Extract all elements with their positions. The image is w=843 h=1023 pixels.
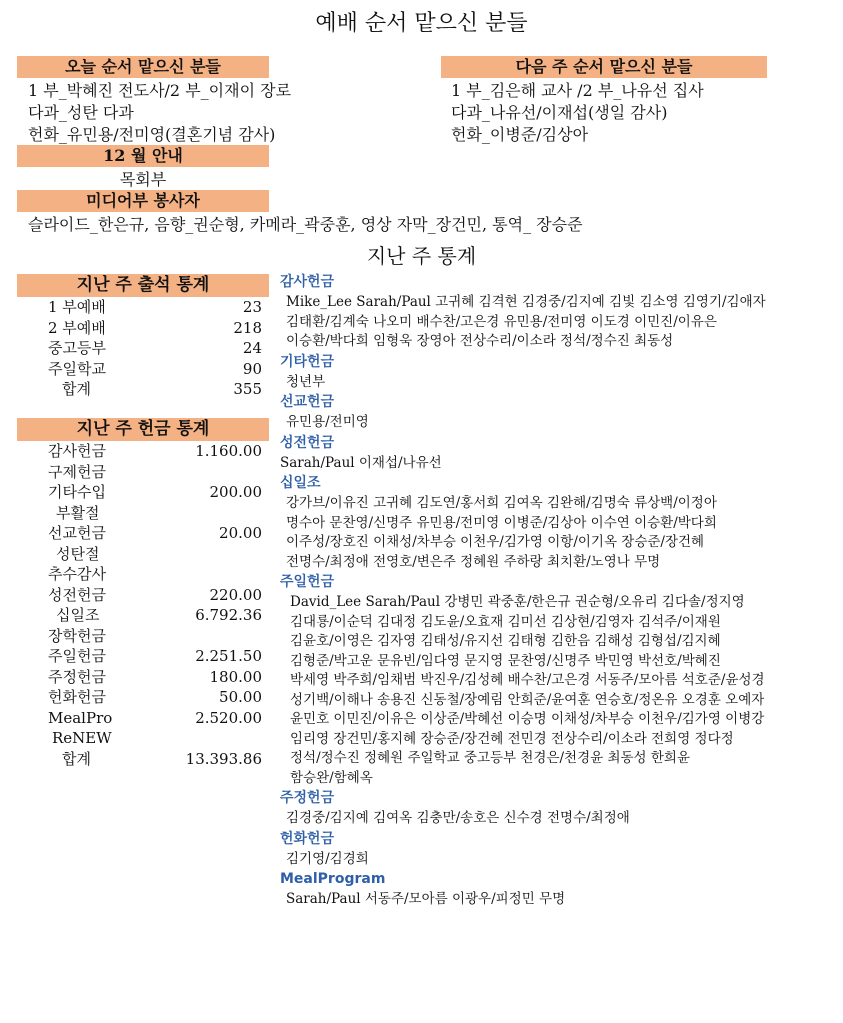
attendance-table bbox=[48, 297, 262, 400]
offering-stats-header: 지난 주 헌금 통계 bbox=[17, 418, 269, 441]
offering-heading: 주정헌금 bbox=[280, 790, 335, 806]
attendance-header: 지난 주 출석 통계 bbox=[17, 274, 269, 297]
offering-names-line: David_Lee Sarah/Paul 강병민 곽중훈/한은규 권순형/오유리 김다솔/정지영 bbox=[290, 594, 745, 610]
offering-names-line: 김기영/김경희 bbox=[286, 850, 369, 867]
offering-names-line: 김윤호/이영은 김자영 김태성/유지선 김태형 김한음 김해성 김형섭/김지혜 bbox=[290, 633, 721, 649]
today-line-3: 헌화_유민용/전미영(결혼기념 감사) bbox=[28, 125, 276, 144]
page-title: 예배 순서 맡으신 분들 bbox=[315, 11, 528, 36]
offering_stats-value: 1.160.00 bbox=[195, 442, 262, 460]
next-week-header: 다음 주 순서 맡으신 분들 bbox=[441, 56, 767, 78]
attendance-row bbox=[48, 359, 262, 380]
attendance-label: 중고등부 bbox=[48, 339, 106, 357]
offering_stats-value: 2.520.00 bbox=[195, 708, 262, 727]
offering_stats-label: 장학헌금 bbox=[48, 626, 106, 645]
today-line-2: 다과_성탄 다과 bbox=[28, 103, 134, 122]
offering-stats-table bbox=[48, 441, 262, 769]
offering-names-line: 김형준/박고운 문유빈/임다영 문지영 문찬영/신명주 박민영 박선호/박혜진 bbox=[290, 652, 721, 669]
offering_stats-row bbox=[48, 626, 262, 647]
offering_stats-label: 주일헌금 bbox=[48, 647, 106, 665]
offering-names-line: 박세영 박주희/임채범 박진우/김성혜 배수찬/고은경 서동주/모아름 석호준/윤성경 bbox=[290, 672, 765, 688]
offering_stats-row bbox=[48, 646, 262, 667]
attendance-row bbox=[48, 338, 262, 359]
offering-heading: 감사헌금 bbox=[280, 274, 335, 290]
attendance-label: 2 부예배 bbox=[48, 318, 106, 337]
offering_stats-label: 주정헌금 bbox=[48, 667, 106, 686]
offering_stats-row bbox=[48, 585, 262, 606]
offering_stats-label: 선교헌금 bbox=[48, 524, 106, 542]
offering_stats-label: 성전헌금 bbox=[48, 585, 106, 604]
offering_stats-value: 200.00 bbox=[209, 483, 262, 501]
offering_stats-row bbox=[48, 441, 262, 462]
offering_stats-label: 추수감사 bbox=[48, 565, 106, 583]
offering-heading: 주일헌금 bbox=[280, 574, 335, 590]
offering-names-line: 유민용/전미영 bbox=[286, 414, 369, 430]
next-line-3: 헌화_이병준/김상아 bbox=[451, 125, 589, 144]
today-line-1: 1 부_박혜진 전도사/2 부_이재이 장로 bbox=[28, 81, 292, 100]
offering_stats-value: 50.00 bbox=[219, 688, 262, 706]
offering_stats-value: 180.00 bbox=[209, 667, 262, 686]
offering-heading: 십일조 bbox=[280, 475, 321, 491]
media-header: 미디어부 봉사자 bbox=[17, 190, 269, 212]
offering_stats-value: 220.00 bbox=[209, 585, 262, 604]
offering-names-line: Sarah/Paul 이재섭/나유선 bbox=[280, 454, 442, 471]
offering-names-line: 명수아 문찬영/신명주 유민용/전미영 이병준/김상아 이수연 이승환/박다희 bbox=[286, 514, 717, 531]
offering-heading: MealProgram bbox=[280, 871, 386, 887]
offering-names-line: 전명수/최정애 전영호/변은주 정혜원 주하랑 최치환/노영나 무명 bbox=[286, 553, 661, 570]
offering-names-line: 청년부 bbox=[286, 373, 326, 390]
attendance-row bbox=[48, 297, 262, 318]
offering_stats-row bbox=[48, 728, 262, 749]
offering-names-line: 강가브/이유진 고귀혜 김도연/홍서희 김여옥 김완해/김명숙 류상백/이정아 bbox=[286, 495, 717, 511]
attendance-value: 355 bbox=[233, 380, 262, 398]
media-text: 슬라이드_한은규, 음향_권순형, 카메라_곽중훈, 영상 자막_장건민, 통역_ 장승준 bbox=[28, 215, 583, 234]
offering_stats-label: 십일조 bbox=[56, 606, 100, 624]
last-week-title: 지난 주 통계 bbox=[366, 244, 477, 268]
attendance-value: 24 bbox=[242, 339, 262, 357]
offering-heading: 헌화헌금 bbox=[280, 830, 335, 847]
offering-names-line: 임리영 장건민/홍지혜 장승준/장건혜 전민경 전상수리/이소라 전희영 정다정 bbox=[290, 730, 734, 747]
offering-names-line: 성기백/이해나 송용진 신동철/장예림 안희준/윤여훈 연승호/정온유 오경훈 오예자 bbox=[290, 691, 765, 708]
offering-names-line: 이주성/장호진 이채성/차부승 이천우/김가영 이항/이기옥 장승준/장건혜 bbox=[286, 534, 705, 550]
offering_stats-label: 성탄절 bbox=[56, 544, 100, 563]
offering-names bbox=[280, 272, 840, 910]
offering-names-line: Mike_Lee Sarah/Paul 고귀혜 김격현 김경중/김지예 김빛 김소영 김영기/김애자 bbox=[286, 294, 766, 310]
offering_stats-label: 헌화헌금 bbox=[48, 688, 106, 706]
offering-heading: 선교헌금 bbox=[280, 394, 335, 410]
offering_stats-label: 감사헌금 bbox=[48, 442, 106, 460]
offering_stats-value: 6.792.36 bbox=[195, 606, 262, 624]
offering_stats-label: ReNEW bbox=[52, 729, 112, 747]
offering_stats-label: 부활절 bbox=[56, 503, 100, 522]
offering_stats-row bbox=[48, 564, 262, 585]
offering_stats-label: MealPro bbox=[48, 708, 113, 727]
offering_stats-row bbox=[48, 605, 262, 626]
offering_stats-row bbox=[48, 482, 262, 503]
attendance-value: 90 bbox=[242, 359, 262, 378]
attendance-row bbox=[48, 379, 262, 400]
next-line-2: 다과_나유선/이재섭(생일 감사) bbox=[451, 103, 668, 122]
offering_stats-value: 13.393.86 bbox=[185, 749, 262, 768]
offering_stats-label: 기타수입 bbox=[48, 483, 106, 501]
today-header: 오늘 순서 맡으신 분들 bbox=[17, 56, 269, 78]
offering_stats-row bbox=[48, 523, 262, 544]
offering-names-line: 김대룡/이순덕 김대정 김도윤/오효재 김미선 김상현/김영자 김석주/이재원 bbox=[290, 613, 721, 630]
offering_stats-row bbox=[48, 462, 262, 483]
offering_stats-row bbox=[48, 687, 262, 708]
offering_stats-row bbox=[48, 503, 262, 524]
december-header: 12 월 안내 bbox=[17, 145, 269, 167]
attendance-label: 1 부예배 bbox=[48, 298, 106, 316]
december-text: 목회부 bbox=[119, 170, 167, 189]
offering-heading: 기타헌금 bbox=[280, 353, 335, 370]
offering-names-line: 김태환/김계숙 나오미 배수찬/고은경 유민용/전미영 이도경 이민진/이유은 bbox=[286, 313, 717, 330]
offering_stats-row bbox=[48, 544, 262, 565]
offering_stats-value: 2.251.50 bbox=[195, 647, 262, 665]
offering-heading: 성전헌금 bbox=[280, 434, 335, 451]
offering_stats-row bbox=[48, 749, 262, 770]
attendance-value: 23 bbox=[242, 298, 262, 316]
next-line-1: 1 부_김은해 교사 /2 부_나유선 집사 bbox=[451, 81, 704, 100]
offering_stats-value: 20.00 bbox=[219, 524, 262, 542]
attendance-value: 218 bbox=[233, 318, 262, 337]
offering_stats-label: 합계 bbox=[62, 749, 91, 768]
offering-names-line: 함승완/함혜옥 bbox=[290, 769, 373, 786]
offering_stats-row bbox=[48, 708, 262, 729]
offering-names-line: 김경중/김지예 김여옥 김충만/송호은 신수경 전명수/최정애 bbox=[286, 810, 630, 826]
offering-names-line: 이승환/박다희 임형욱 장영아 전상수리/이소라 정석/정수진 최동성 bbox=[286, 333, 674, 349]
attendance-label: 합계 bbox=[62, 380, 91, 398]
offering-names-line: 정석/정수진 정혜원 주일학교 중고등부 천경은/천경윤 최동성 한희윤 bbox=[290, 750, 690, 766]
offering-names-line: 윤민호 이민진/이유은 이상준/박혜선 이승명 이채성/차부승 이천우/김가영 이병강 bbox=[290, 711, 765, 727]
offering_stats-row bbox=[48, 667, 262, 688]
attendance-row bbox=[48, 318, 262, 339]
offering_stats-label: 구제헌금 bbox=[48, 462, 106, 481]
attendance-label: 주일학교 bbox=[48, 359, 106, 378]
offering-names-line: Sarah/Paul 서동주/모아름 이광우/피정민 무명 bbox=[286, 891, 566, 907]
